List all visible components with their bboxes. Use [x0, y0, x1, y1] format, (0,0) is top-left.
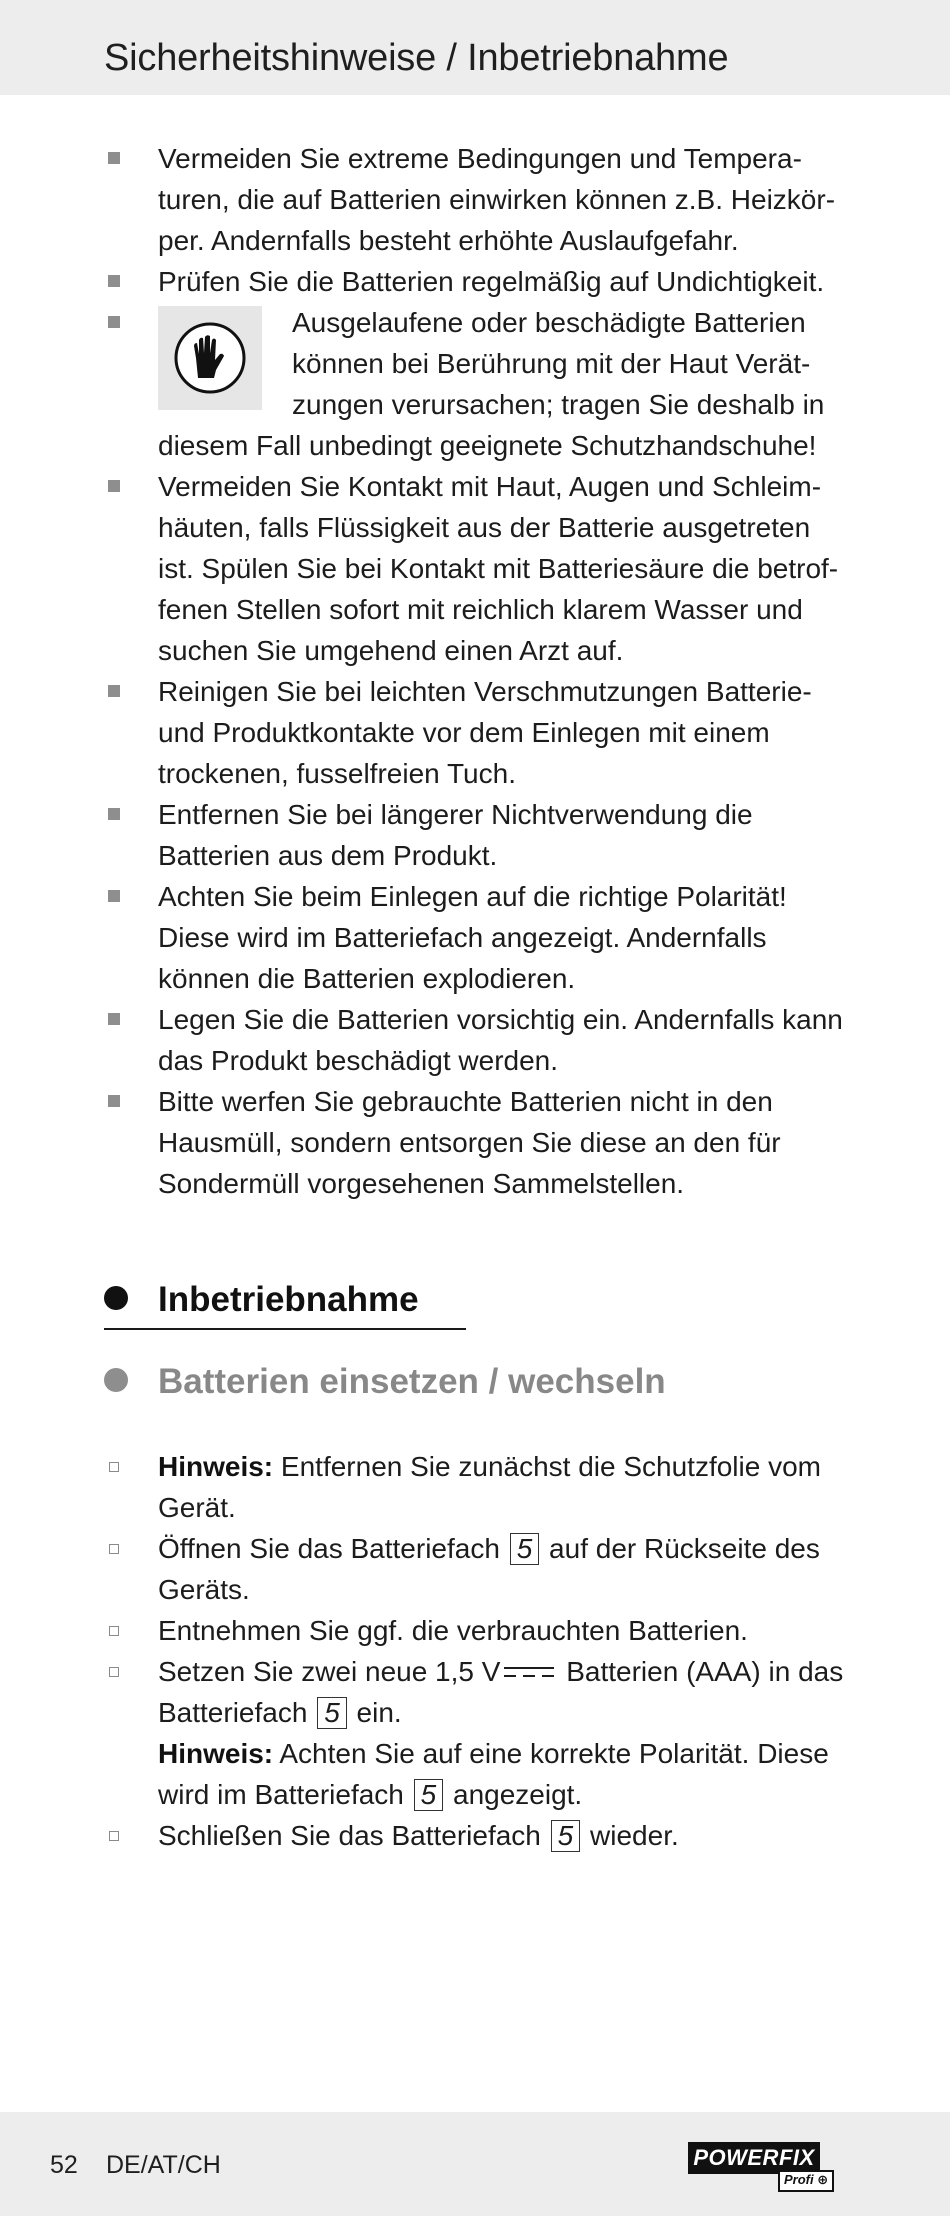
section-heading: Inbetriebnahme — [104, 1278, 466, 1330]
list-item: Vermeiden Sie extreme Bedingungen und Tempera-turen, die auf Batterien einwirken können z.B. Heizkör-per. Andernfalls besteht erhöhte Auslaufgefahr. — [0, 138, 950, 261]
list-item: Reinigen Sie bei leichten Verschmutzungen Batterie- und Produktkontakte vor dem Einlegen mit einem trockenen, fusselfreien Tuch. — [0, 671, 950, 794]
part-reference: 5 — [317, 1697, 347, 1729]
bullet-dot-icon — [104, 1368, 128, 1392]
list-item: Achten Sie beim Einlegen auf die richtige Polarität! Diese wird im Batteriefach angezeigt. Andernfalls können die Batterien explodieren. — [0, 876, 950, 999]
step-item: Setzen Sie zwei neue 1,5 V Batterien (AAA) in das Batteriefach 5 ein. Hinweis: Achten Sie auf eine korrekte Polarität. Diese wird im Batteriefach 5 angezeigt. — [0, 1651, 950, 1815]
list-item: Ausgelaufene oder beschädigte Batterien können bei Berührung mit der Haut Verät-zungen verursachen; tragen Sie deshalb in diesem Fall unbedingt geeignete Schutzhandschuhe! — [0, 302, 950, 466]
step-item: Öffnen Sie das Batteriefach 5 auf der Rückseite des Geräts. — [0, 1528, 950, 1610]
sub-heading: Batterien einsetzen / wechseln — [158, 1362, 666, 1401]
checkbox-square-icon — [109, 1462, 119, 1472]
part-reference: 5 — [414, 1779, 444, 1811]
bullet-square-icon — [108, 316, 120, 328]
glove-symbol — [172, 320, 248, 396]
protective-gloves-icon — [158, 306, 262, 410]
direct-current-icon — [502, 1664, 556, 1680]
step-item: Schließen Sie das Batteriefach 5 wieder. — [0, 1815, 950, 1856]
list-item: Vermeiden Sie Kontakt mit Haut, Augen und Schleim-häuten, falls Flüssigkeit aus der Batterie ausgetreten ist. Spülen Sie bei Kontakt mit Batteriesäure die betrof-fenen Stellen sofort mit reichlich klarem Wasser und suchen Sie umgehend einen Arzt auf. — [0, 466, 950, 671]
bullet-square-icon — [108, 480, 120, 492]
page-number: 52 — [50, 2151, 78, 2179]
bullet-square-icon — [108, 275, 120, 287]
logo-wordmark: POWERFIX — [688, 2142, 820, 2174]
brand-logo — [688, 2142, 846, 2188]
part-reference: 5 — [510, 1533, 540, 1565]
step-item: Hinweis: Entfernen Sie zunächst die Schutzfolie vom Gerät. — [0, 1446, 950, 1528]
logo-subtitle: Profi ⊕ — [778, 2170, 834, 2192]
part-reference: 5 — [551, 1820, 581, 1852]
list-item: Prüfen Sie die Batterien regelmäßig auf Undichtigkeit. — [0, 261, 950, 302]
checkbox-square-icon — [109, 1626, 119, 1636]
bullet-square-icon — [108, 152, 120, 164]
checkbox-square-icon — [109, 1831, 119, 1841]
list-item: Legen Sie die Batterien vorsichtig ein. Andernfalls kann das Produkt beschädigt werden. — [0, 999, 950, 1081]
safety-list — [0, 138, 950, 1204]
step-item: Entnehmen Sie ggf. die verbrauchten Batterien. — [0, 1610, 950, 1651]
bullet-square-icon — [108, 808, 120, 820]
bullet-dot-icon — [104, 1286, 128, 1310]
checkbox-square-icon — [109, 1544, 119, 1554]
page-title: Sicherheitshinweise / Inbetriebnahme — [104, 37, 729, 79]
steps-list — [0, 1446, 950, 1856]
list-item: Entfernen Sie bei längerer Nichtverwendung die Batterien aus dem Produkt. — [0, 794, 950, 876]
region-label: DE/AT/CH — [106, 2151, 221, 2179]
list-item: Bitte werfen Sie gebrauchte Batterien nicht in den Hausmüll, sondern entsorgen Sie diese an den für Sondermüll vorgesehenen Sammelstellen. — [0, 1081, 950, 1204]
bullet-square-icon — [108, 685, 120, 697]
bullet-square-icon — [108, 1095, 120, 1107]
bullet-square-icon — [108, 890, 120, 902]
checkbox-square-icon — [109, 1667, 119, 1677]
bullet-square-icon — [108, 1013, 120, 1025]
